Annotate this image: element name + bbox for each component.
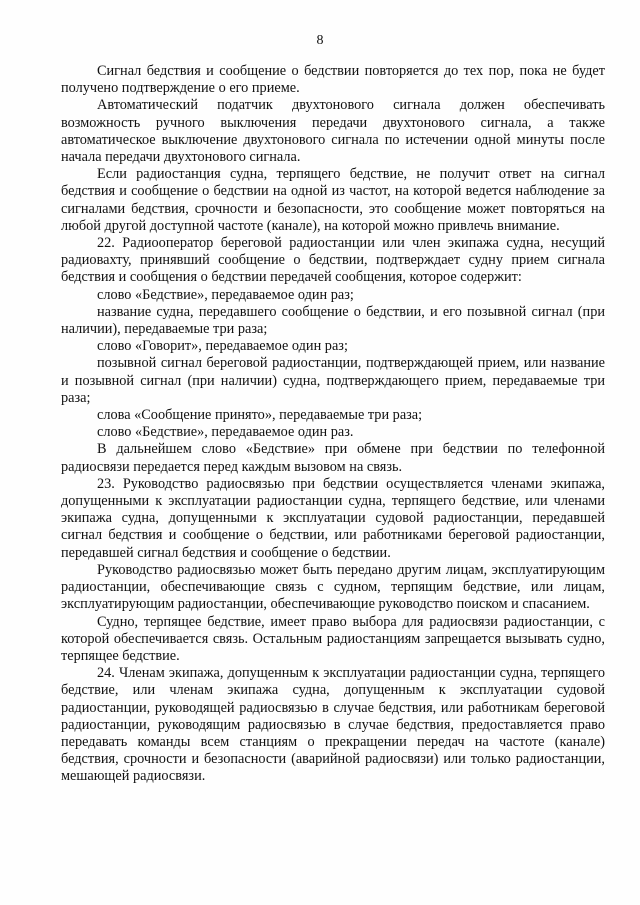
- paragraph: позывной сигнал береговой радиостанции, подтверждающей прием, или название и позывной сигнал (при наличии) судна, подтверждающего прием, передаваемые три раза;: [61, 355, 605, 406]
- paragraph: название судна, передавшего сообщение о бедствии, и его позывной сигнал (при наличии), передаваемые три раза;: [61, 303, 605, 338]
- paragraph: Сигнал бедствия и сообщение о бедствии повторяется до тех пор, пока не будет получено подтверждение о его приеме.: [61, 63, 605, 97]
- paragraph: 23. Руководство радиосвязью при бедствии осуществляется членами экипажа, допущенными к эксплуатации радиостанции судна, терпящего бедствие, или членами экипажа судна, допущенными к эксплуатации судовой радиостанции, передавшей сигнал бедствия и сообщение о бедствии, или работниками береговой радиостанции, передавшей сигнал бедствия и сообщение о бедствии.: [61, 475, 605, 561]
- paragraph: слово «Бедствие», передаваемое один раз;: [97, 286, 354, 303]
- paragraph: слово «Бедствие», передаваемое один раз.: [97, 424, 354, 441]
- document-body: [61, 63, 605, 786]
- paragraph: 24. Членам экипажа, допущенным к эксплуатации радиостанции судна, терпящего бедствие, или членам экипажа судна, допущенным к эксплуатации судовой радиостанции, руководящей радиосвязью в случае бедствия, или работникам береговой радиостанции, руководящим радиосвязью в случае бедствия, предоставляется право передавать команды всем станциям о прекращении передач на частоте (канале) бедствия, срочности и безопасности (аварийной радиосвязи) или только радиостанции, мешающей радиосвязи.: [61, 665, 605, 785]
- paragraph: В дальнейшем слово «Бедствие» при обмене при бедствии по телефонной радиосвязи передается перед каждым вызовом на связь.: [61, 441, 605, 475]
- page-number: 8: [316, 33, 324, 48]
- paragraph: 22. Радиооператор береговой радиостанции или член экипажа судна, несущий радиовахту, принявший сообщение о бедствии, подтверждает судну прием сигнала бедствия и сообщения о бедствии передачей сообщения, которое содержит:: [61, 235, 605, 286]
- paragraph: слова «Сообщение принято», передаваемые три раза;: [97, 407, 423, 424]
- paragraph: Если радиостанция судна, терпящего бедствие, не получит ответ на сигнал бедствия и сообщение о бедствии на одной из частот, на которой ведется наблюдение за сигналами бедствия, срочности и безопасности, это сообщение может повторяться на любой другой доступной частоте (канале), на которой можно привлечь внимание.: [61, 166, 605, 234]
- paragraph: Автоматический податчик двухтонового сигнала должен обеспечивать возможность ручного выключения передачи двухтонового сигнала, а также автоматическое выключение двухтонового сигнала по истечении одной минуты после начала передачи двухтонового сигнала.: [61, 97, 605, 166]
- paragraph: Судно, терпящее бедствие, имеет право выбора для радиосвязи радиостанции, с которой обеспечивается связь. Остальным радиостанциям запрещается вызывать судно, терпящее бедствие.: [61, 613, 605, 664]
- paragraph: Руководство радиосвязью может быть передано другим лицам, эксплуатирующим радиостанции, обеспечивающие связь с судном, терпящим бедствие, или лицам, эксплуатирующим радиостанции, обеспечивающие руководство поиском и спасанием.: [61, 561, 605, 613]
- paragraph: слово «Говорит», передаваемое один раз;: [97, 338, 348, 355]
